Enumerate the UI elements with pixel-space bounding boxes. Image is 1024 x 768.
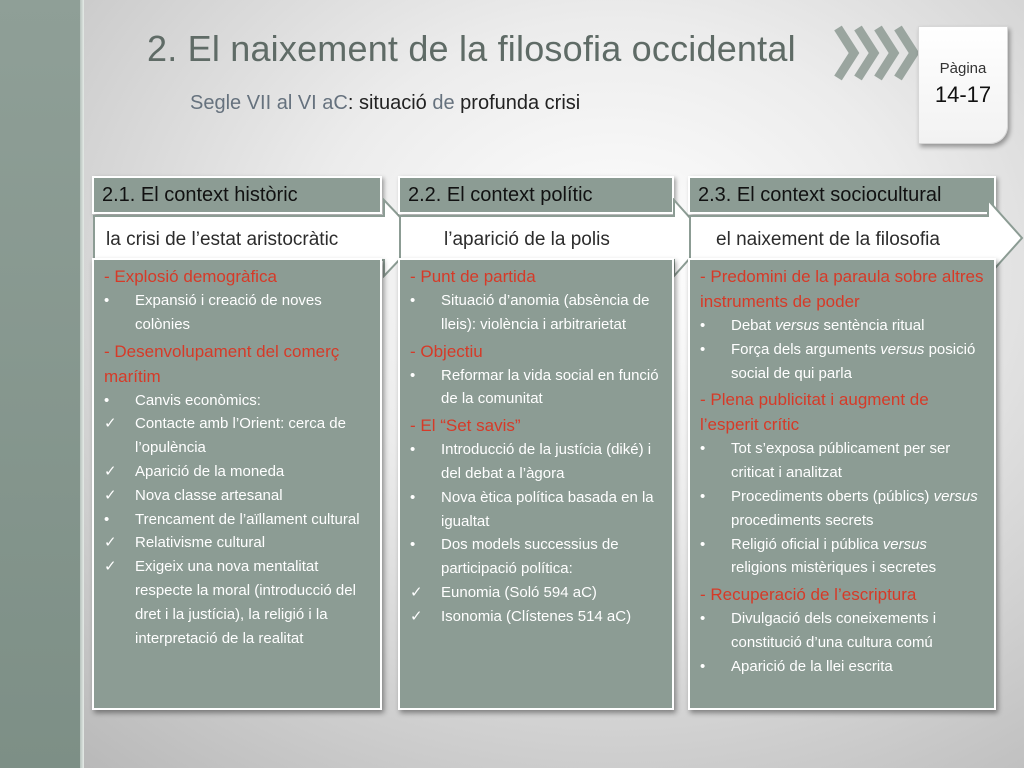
bullet-icon: • [410, 292, 416, 309]
item-list [700, 607, 986, 678]
list-item [104, 484, 372, 508]
chevrons-icon [832, 22, 922, 84]
column-body-sociocultural [688, 258, 996, 710]
item-text-em: versus [775, 317, 820, 334]
checkmark-icon: ✓ [104, 558, 117, 576]
bullet-icon: • [410, 488, 416, 506]
item-text: Trencament de l’aïllament cultural [135, 510, 360, 528]
section-title: - Objectiu [410, 341, 483, 361]
item-text-em: versus [880, 340, 925, 358]
item-text-post: religions mistèriques i secretes [731, 559, 937, 577]
left-decorative-band [0, 0, 84, 768]
page-reference-tab [918, 26, 1008, 144]
item-text: Introducció de la justícia (diké) i del debat a l’àgora [441, 441, 652, 482]
checkmark-icon: ✓ [410, 583, 423, 601]
item-text: Contacte amb l’Orient: cerca de l’opulència [135, 415, 346, 457]
section-title: - Plena publicitat i augment de l’esperit crític [700, 390, 929, 435]
item-text-post: procediments secrets [731, 511, 874, 529]
list-item [700, 607, 986, 655]
item-text-pre: Religió oficial i pública [731, 535, 883, 553]
section-title: - Explosió demogràfica [104, 267, 277, 286]
page-number: 14-17 [934, 82, 992, 107]
bullet-icon: • [410, 536, 416, 554]
list-item [410, 581, 664, 605]
arrow-label-historic: la crisi de l’estat aristocràtic [106, 229, 339, 250]
bullet-icon: • [700, 340, 706, 358]
subtitle-situation: : situació [347, 92, 433, 114]
item-text: Aparició de la moneda [135, 462, 285, 480]
list-item [700, 338, 986, 386]
list-item [104, 289, 372, 337]
subtitle-crisis: profunda crisi [454, 92, 581, 114]
list-item [410, 289, 664, 337]
item-text: Eunomia (Soló 594 aC) [441, 583, 597, 601]
page-label: Pàgina [939, 60, 987, 77]
bullet-icon: • [410, 441, 416, 459]
subtitle-period: Segle VII al VI aC [190, 92, 348, 114]
list-item [700, 485, 986, 533]
list-item [104, 508, 372, 532]
item-list [104, 389, 372, 651]
checkmark-icon: ✓ [104, 415, 117, 433]
list-item [410, 605, 664, 629]
section-title: - Punt de partida [410, 267, 536, 286]
item-text-pre: Tot s’exposa públicament per ser criticat i analitzat [731, 440, 951, 482]
list-item [104, 389, 372, 413]
arrow-label-sociocultural: el naixement de la filosofia [716, 229, 940, 250]
item-text-em: versus [933, 487, 978, 505]
arrow-label-political: l’aparició de la polis [444, 229, 610, 250]
item-text-post: posició social de qui parla [731, 340, 976, 382]
item-text-post: sentència ritual [819, 317, 925, 334]
item-text-pre: Divulgació dels coneixements i constitució d’una cultura comú [731, 610, 937, 651]
column-body-political [398, 258, 674, 710]
item-list [410, 289, 664, 337]
item-list [410, 364, 664, 412]
column-body-historic [92, 258, 382, 710]
section-title: - Desenvolupament del comerç marítim [104, 341, 340, 386]
bullet-icon: • [104, 391, 110, 409]
section-title: - Predomini de la paraula sobre altres instruments de poder [700, 267, 984, 311]
item-text: Isonomia (Clístenes 514 aC) [441, 607, 632, 625]
checkmark-icon: ✓ [104, 462, 117, 480]
bullet-icon: • [700, 487, 706, 505]
list-item [104, 531, 372, 555]
item-text: Situació d’anomia (absència de lleis): violència i arbitrarietat [441, 292, 650, 333]
item-text: Relativisme cultural [135, 534, 266, 552]
item-list [700, 314, 986, 385]
list-item [410, 364, 664, 412]
bullet-icon: • [700, 610, 706, 628]
list-item [700, 655, 986, 679]
item-list [104, 289, 372, 337]
list-item [700, 437, 986, 485]
item-text: Reformar la vida social en funció de la comunitat [441, 366, 659, 408]
bullet-icon: • [104, 510, 110, 528]
bullet-icon: • [700, 440, 706, 458]
item-text: Exigeix una nova mentalitat respecte la moral (introducció del dret i la justícia), la religió i la interpretació de la realitat [135, 558, 356, 647]
item-text: Canvis econòmics: [135, 391, 261, 409]
section-title: - Recuperació de l’escriptura [700, 585, 917, 605]
bullet-icon: • [700, 317, 706, 334]
list-item [700, 314, 986, 338]
item-text: Dos models successius de participació política: [441, 536, 619, 578]
slide-title: 2. El naixement de la filosofia occidental [147, 28, 796, 69]
bullet-icon: • [700, 657, 706, 675]
bullet-icon: • [410, 366, 416, 384]
checkmark-icon: ✓ [104, 534, 117, 552]
list-item [700, 533, 986, 581]
list-item [104, 460, 372, 484]
slide-subtitle [190, 92, 580, 115]
column-header-political: 2.2. El context polític [398, 176, 674, 214]
section-title: - El “Set savis” [410, 416, 521, 436]
item-text-pre: Debat [731, 317, 776, 334]
item-text: Nova classe artesanal [135, 486, 283, 504]
subtitle-de: de [432, 92, 455, 114]
item-text-pre: Aparició de la llei escrita [731, 657, 893, 675]
item-list [700, 437, 986, 580]
item-text: Expansió i creació de noves colònies [135, 292, 322, 333]
list-item [104, 555, 372, 650]
list-item [410, 486, 664, 534]
column-header-sociocultural: 2.3. El context sociocultural [688, 176, 996, 214]
bullet-icon: • [104, 292, 110, 309]
list-item [410, 533, 664, 581]
item-text-em: versus [882, 535, 927, 553]
bullet-icon: • [700, 535, 706, 553]
item-text-pre: Força dels arguments [731, 340, 881, 358]
checkmark-icon: ✓ [104, 486, 117, 504]
checkmark-icon: ✓ [410, 607, 423, 625]
column-header-historic: 2.1. El context històric [92, 176, 382, 214]
list-item [410, 438, 664, 486]
item-text-pre: Procediments oberts (públics) [731, 487, 934, 505]
list-item [104, 412, 372, 460]
item-list [410, 438, 664, 628]
item-text: Nova ètica política basada en la igualtat [441, 488, 654, 530]
